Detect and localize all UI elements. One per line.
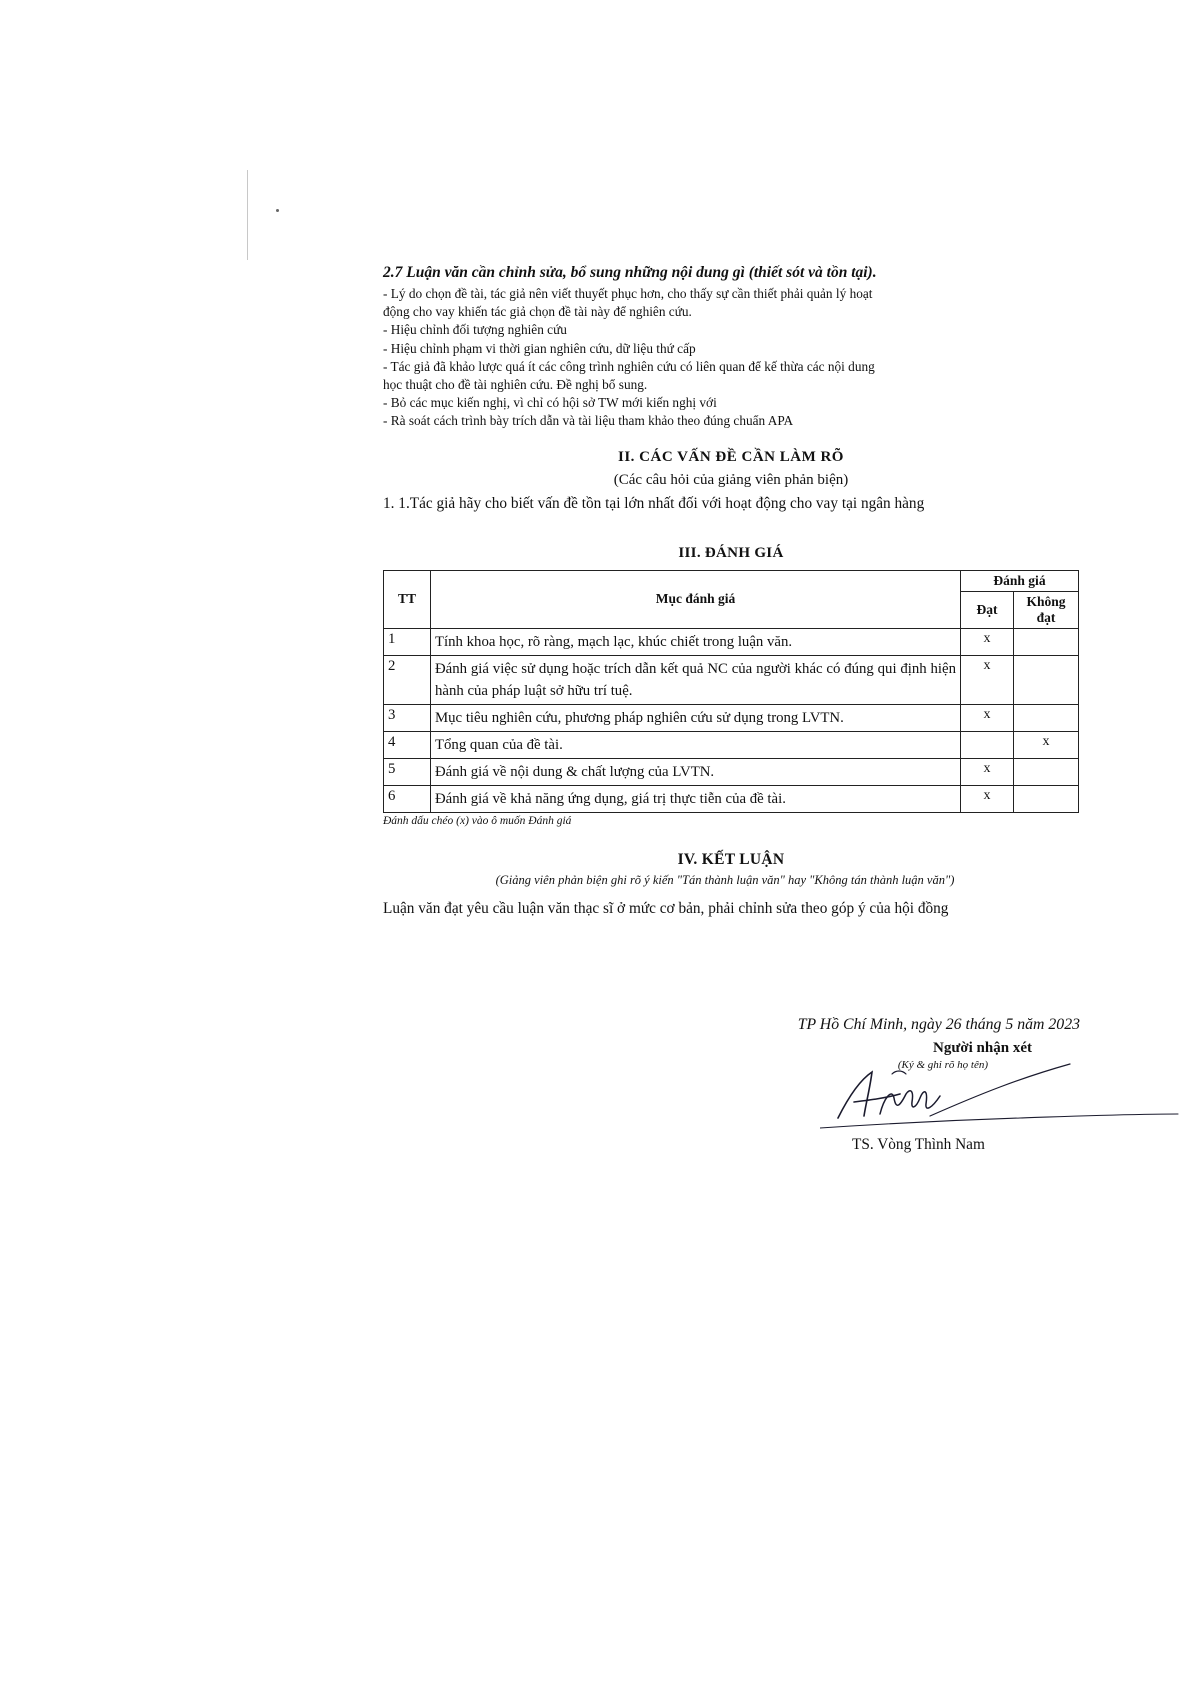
row-number: 6 — [384, 785, 431, 812]
signature-hint: (Ký & ghi rõ họ tên) — [897, 1059, 988, 1071]
signature-role: Người nhận xét — [933, 1040, 1032, 1056]
row-number: 5 — [384, 758, 431, 785]
section-2-title: II. CÁC VẤN ĐỀ CẦN LÀM RÕ — [618, 448, 844, 465]
section-2-7-line: - Hiệu chỉnh phạm vi thời gian nghiên cứu, dữ liệu thứ cấp — [383, 340, 696, 356]
row-pass-mark: x — [961, 628, 1014, 655]
section-2-7-title: 2.7 Luận văn cần chỉnh sửa, bổ sung những nội dung gì (thiết sót và tồn tại). — [383, 264, 877, 281]
signature-date: TP Hồ Chí Minh, ngày 26 tháng 5 năm 2023 — [797, 1016, 1080, 1033]
table-header-row — [384, 570, 1079, 591]
table-row — [384, 785, 1079, 812]
section-2-7-line: - Rà soát cách trình bày trích dẫn và tài liệu tham khảo theo đúng chuẩn APA — [383, 413, 794, 429]
margin-mark — [247, 170, 248, 260]
row-pass-mark — [961, 731, 1014, 758]
row-criteria: Mục tiêu nghiên cứu, phương pháp nghiên cứu sử dụng trong LVTN. — [431, 704, 961, 731]
row-pass-mark: x — [961, 758, 1014, 785]
row-criteria: Đánh giá về khả năng ứng dụng, giá trị thực tiễn của đề tài. — [431, 785, 961, 812]
table-row — [384, 704, 1079, 731]
header-tt: TT — [384, 570, 431, 628]
section-4-title: IV. KẾT LUẬN — [677, 850, 785, 868]
section-2-7-body — [383, 285, 1079, 431]
row-fail-mark — [1014, 785, 1079, 812]
section-2-question: 1. 1.Tác giả hãy cho biết vấn đề tồn tại lớn nhất đối với hoạt động cho vay tại ngân hàng — [383, 494, 925, 512]
row-fail-mark — [1014, 704, 1079, 731]
row-criteria: Tính khoa học, rõ ràng, mạch lạc, khúc chiết trong luận văn. — [431, 628, 961, 655]
row-criteria: Đánh giá về nội dung & chất lượng của LVTN. — [431, 758, 961, 785]
row-number: 3 — [384, 704, 431, 731]
header-fail: Không đạt — [1014, 591, 1079, 628]
section-2-7-line: học thuật cho đề tài nghiên cứu. Đề nghị bổ sung. — [383, 377, 648, 393]
section-4-hint: (Giảng viên phản biện ghi rõ ý kiến "Tán thành luận văn" hay "Không tán thành luận văn") — [495, 872, 955, 887]
document-content — [383, 264, 1079, 919]
row-criteria: Tổng quan của đề tài. — [431, 731, 961, 758]
section-2-7-line: - Tác giả đã khảo lược quá ít các công trình nghiên cứu có liên quan để kế thừa các nội dung — [383, 358, 875, 374]
row-fail-mark — [1014, 758, 1079, 785]
evaluation-table — [383, 570, 1079, 813]
header-pass: Đạt — [961, 591, 1014, 628]
table-row — [384, 731, 1079, 758]
table-row — [384, 628, 1079, 655]
row-fail-mark — [1014, 628, 1079, 655]
table-row — [384, 758, 1079, 785]
section-3-title: III. ĐÁNH GIÁ — [678, 544, 784, 561]
section-2-subtitle: (Các câu hỏi của giảng viên phản biện) — [613, 471, 849, 488]
row-pass-mark: x — [961, 785, 1014, 812]
handwritten-signature — [820, 1058, 1180, 1138]
signer-name: TS. Vòng Thình Nam — [852, 1136, 985, 1153]
row-fail-mark: x — [1014, 731, 1079, 758]
section-2-7-line: - Bỏ các mục kiến nghị, vì chỉ có hội sở TW mới kiến nghị với — [383, 395, 717, 411]
header-criteria: Mục đánh giá — [431, 570, 961, 628]
section-2-7-line: - Lý do chọn đề tài, tác giả nên viết thuyết phục hơn, cho thấy sự cần thiết phải quản lý hoạt — [383, 286, 873, 301]
row-number: 2 — [384, 655, 431, 704]
row-fail-mark — [1014, 655, 1079, 704]
row-number: 1 — [384, 628, 431, 655]
header-evaluation: Đánh giá — [961, 570, 1079, 591]
margin-dot — [276, 209, 279, 212]
section-2-7-line: động cho vay khiến tác giả chọn đề tài này để nghiên cứu. — [383, 304, 692, 320]
row-number: 4 — [384, 731, 431, 758]
row-pass-mark: x — [961, 704, 1014, 731]
row-criteria: Đánh giá việc sử dụng hoặc trích dẫn kết quả NC của người khác có đúng qui định hiện hành của pháp luật sở hữu trí tuệ. — [431, 655, 961, 704]
row-pass-mark: x — [961, 655, 1014, 704]
signature-block — [700, 1016, 1080, 1071]
table-row — [384, 655, 1079, 704]
table-note: Đánh dấu chéo (x) vào ô muốn Đánh giá — [383, 814, 572, 827]
conclusion-text: Luận văn đạt yêu cầu luận văn thạc sĩ ở mức cơ bản, phải chỉnh sửa theo góp ý của hội đồng — [383, 899, 949, 917]
section-2-7-line: - Hiệu chỉnh đối tượng nghiên cứu — [383, 322, 567, 338]
